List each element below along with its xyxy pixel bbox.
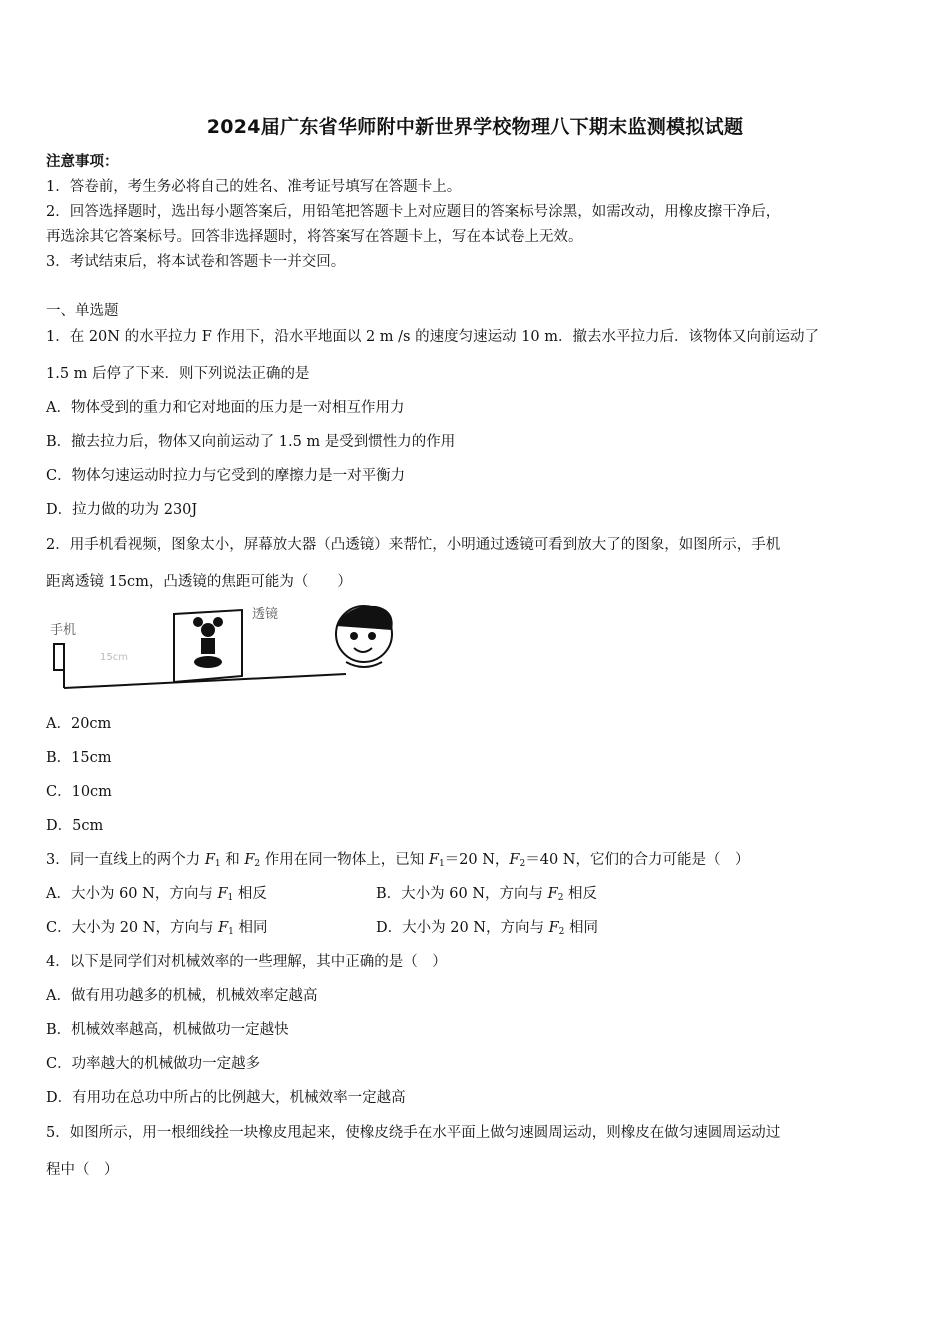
notice-item-2: 2．回答选择题时，选出每小题答案后，用铅笔把答题卡上对应题目的答案标号涂黑，如需改动，用橡皮擦干净后， <box>46 204 781 220</box>
q2-option-b: B．15cm <box>46 750 112 766</box>
phone-lens-boy-illustration <box>46 600 406 700</box>
q1-option-a: A．物体受到的重力和它对地面的压力是一对相互作用力 <box>46 400 405 416</box>
q1-option-d: D．拉力做的功为 230J <box>46 502 198 518</box>
notice-item-3: 3．考试结束后，将本试卷和答题卡一并交回。 <box>46 254 346 270</box>
q1-option-c: C．物体匀速运动时拉力与它受到的摩擦力是一对平衡力 <box>46 468 406 484</box>
q4-option-c: C．功率越大的机械做功一定越多 <box>46 1056 261 1072</box>
q2-stem-line1: 2．用手机看视频，图象太小，屏幕放大器（凸透镜）来帮忙，小明通过透镜可看到放大了的图象，如图所示，手机 <box>46 537 781 553</box>
q2-option-d: D．5cm <box>46 818 104 834</box>
distance-label: 15cm <box>100 652 128 663</box>
q3-option-b: B．大小为 60 N，方向与 $F_2$ 相反 <box>376 886 598 903</box>
q2-figure <box>46 600 406 700</box>
q3-option-d: D．大小为 20 N，方向与 $F_2$ 相同 <box>376 920 598 937</box>
phone-label: 手机 <box>50 623 77 638</box>
q4-option-a: A．做有用功越多的机械，机械效率定越高 <box>46 988 318 1004</box>
q4-stem: 4．以下是同学们对机械效率的一些理解，其中正确的是（ ） <box>46 954 447 970</box>
q3-option-c: C．大小为 20 N，方向与 $F_1$ 相同 <box>46 920 268 937</box>
q5-stem-line2: 程中（ ） <box>46 1162 119 1178</box>
q2-option-a: A．20cm <box>46 716 112 732</box>
q1-stem-line2: 1.5 m 后停了下来．则下列说法正确的是 <box>46 366 310 382</box>
q3-stem: 3．同一直线上的两个力 $F_1$ 和 $F_2$ 作用在同一物体上，已知 $F_1=20$ N，$F_2=40$ N，它们的合力可能是（ ） <box>46 852 750 869</box>
q5-stem-line1: 5．如图所示，用一根细线拴一块橡皮甩起来，使橡皮绕手在水平面上做匀速圆周运动，则橡皮在做匀速圆周运动过 <box>46 1125 781 1141</box>
q1-stem-line1: 1．在 20N 的水平拉力 F 作用下，沿水平地面以 2 m /s 的速度匀速运动 10 m．撤去水平拉力后．该物体又向前运动了 <box>46 329 820 345</box>
section-heading: 一、单选题 <box>46 303 119 319</box>
q3-option-a: A．大小为 60 N，方向与 $F_1$ 相反 <box>46 886 267 903</box>
q2-option-c: C．10cm <box>46 784 112 800</box>
lens-label: 透镜 <box>252 607 279 622</box>
q1-option-b: B．撤去拉力后，物体又向前运动了 1.5 m 是受到惯性力的作用 <box>46 434 456 450</box>
q4-option-d: D．有用功在总功中所占的比例越大，机械效率一定越高 <box>46 1090 406 1106</box>
notice-item-1: 1．答卷前，考生务必将自己的姓名、准考证号填写在答题卡上。 <box>46 179 462 195</box>
notice-heading: 注意事项： <box>46 153 119 170</box>
ground-line <box>64 674 346 688</box>
page-title: 2024届广东省华师附中新世界学校物理八下期末监测模拟试题 <box>206 116 744 138</box>
notice-item-2-cont: 再选涂其它答案标号。回答非选择题时，将答案写在答题卡上，写在本试卷上无效。 <box>46 229 583 245</box>
phone-icon <box>54 644 64 670</box>
q4-option-b: B．机械效率越高，机械做功一定越快 <box>46 1022 289 1038</box>
q2-stem-line2: 距离透镜 15cm，凸透镜的焦距可能为（ ） <box>46 574 352 590</box>
